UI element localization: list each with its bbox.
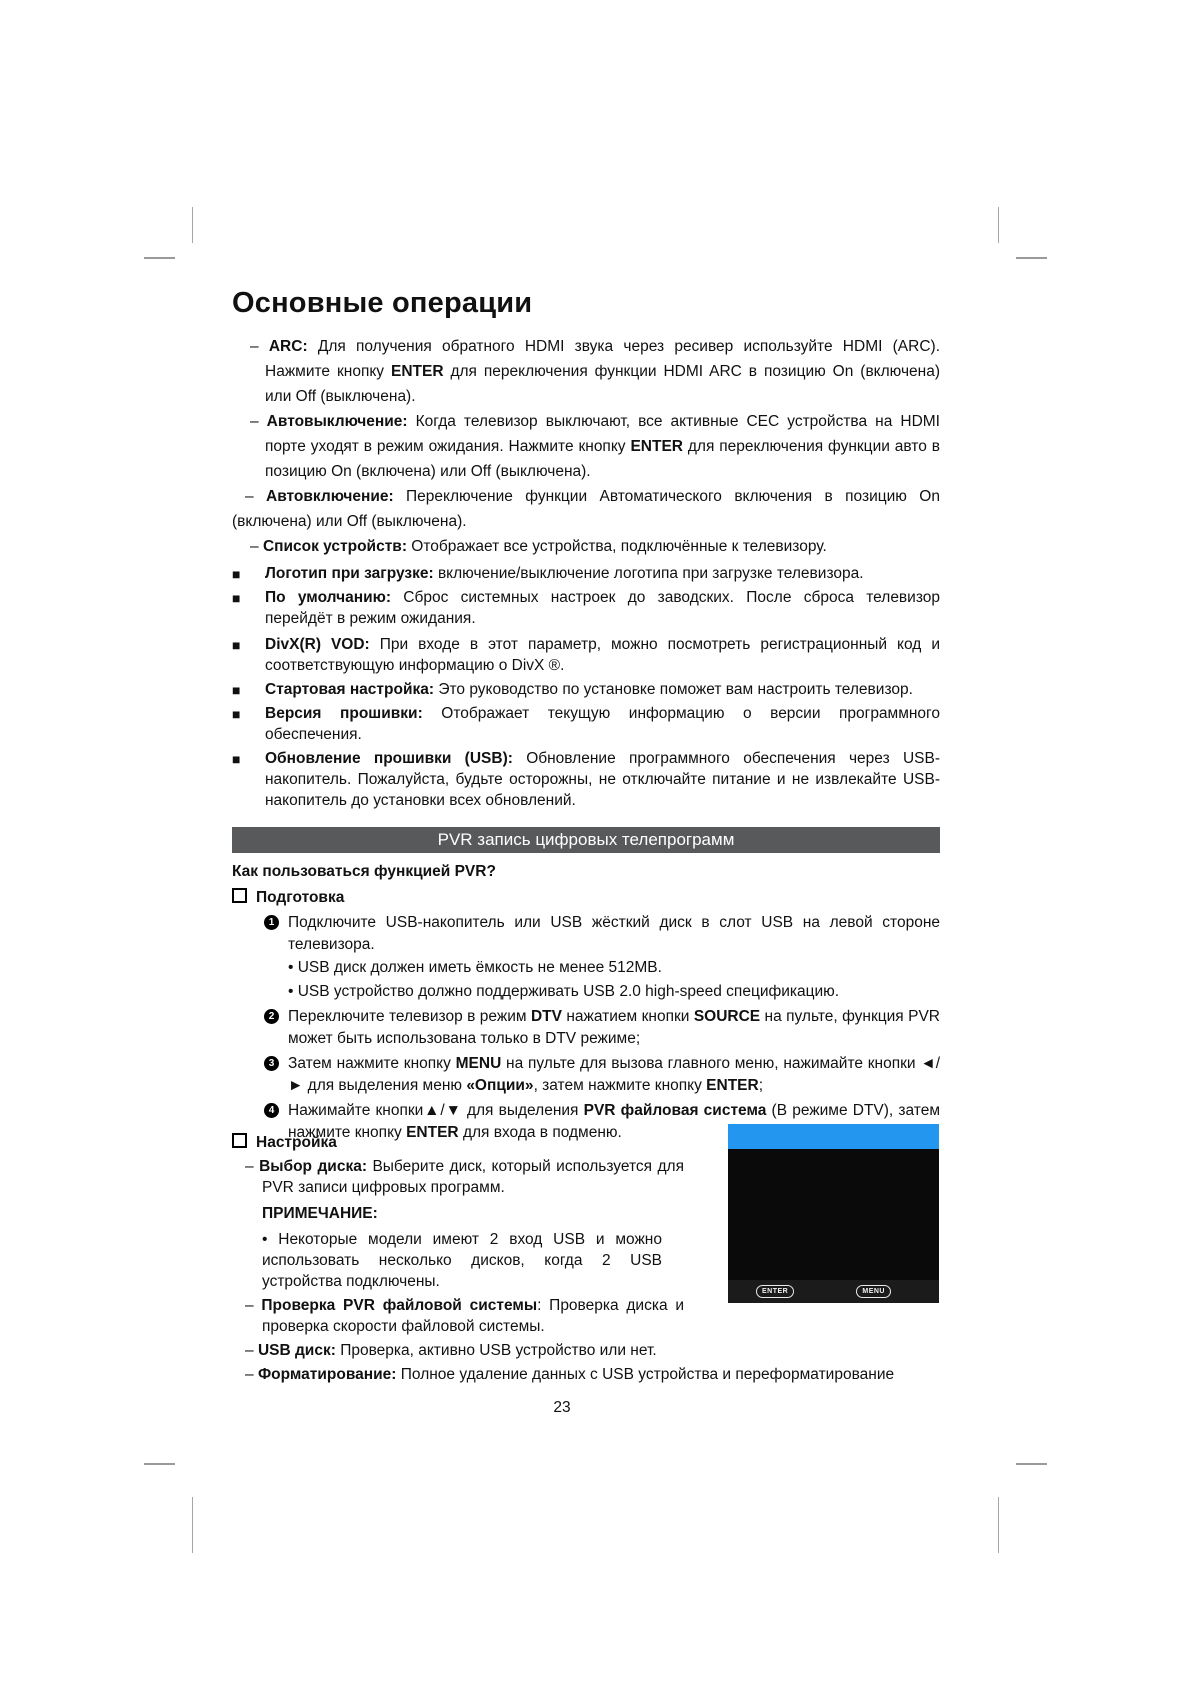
step-number-badge: 4 xyxy=(264,1103,279,1118)
checkbox-square-icon xyxy=(232,888,247,903)
setup-heading: Настройка xyxy=(232,1132,940,1153)
page-title: Основные операции xyxy=(232,287,533,319)
list-item-first-install: ■ Стартовая настройка: Это руководство по установке поможет вам настроить телевизор. xyxy=(232,679,940,700)
prep-heading: Подготовка xyxy=(232,887,940,909)
feature-list xyxy=(232,563,940,814)
step-item-3: 3 Затем нажмите кнопку MENU на пульте для вызова главного меню, нажимайте кнопки ◄/► для выделения меню «Опции», затем нажмите кнопку ENTER; xyxy=(232,1053,940,1096)
list-item-fw-version: ■ Версия прошивки: Отображает текущую информацию о версии программного обеспечения. xyxy=(232,705,940,743)
tv-menu-screenshot xyxy=(728,1124,939,1303)
page-number: 23 xyxy=(553,1399,571,1416)
crop-mark-bottom-right xyxy=(998,1497,999,1553)
list-item-fs-check: – Проверка PVR файловой системы: Проверка диска и проверка скорости файловой системы. xyxy=(245,1297,684,1335)
crop-mark-right-upper xyxy=(1016,257,1047,259)
note-bullet: • Некоторые модели имеют 2 вход USB и можно использовать несколько дисков, когда 2 USB устройства подключены. xyxy=(262,1231,662,1290)
list-item-disk-select: – Выбор диска: Выберите диск, который используется для PVR записи цифровых программ. xyxy=(245,1158,684,1196)
list-item-auto-off: – Автовыключение: Когда телевизор выключают, все активные CEC устройства на HDMI порте уходят в режим ожидания. Нажмите кнопку ENTER для переключения функции авто в позицию On (включена) или Off (выключена). xyxy=(250,413,940,480)
pvr-question: Как пользоваться функцией PVR? xyxy=(232,863,496,880)
step-number-badge: 2 xyxy=(264,1009,279,1024)
pvr-section xyxy=(232,861,940,1143)
crop-mark-top-left xyxy=(192,207,193,243)
list-item-boot-logo: ■ Логотип при загрузке: включение/выключение логотипа при загрузке телевизора. xyxy=(232,563,940,584)
step-number-badge: 3 xyxy=(264,1056,279,1071)
crop-mark-bottom-left xyxy=(192,1497,193,1553)
step-item-1: 1 Подключите USB-накопитель или USB жёсткий диск в слот USB на левой стороне телевизора. xyxy=(232,912,940,955)
list-item-default: ■ По умолчанию: Сброс системных настроек до заводских. После сброса телевизор перейдёт в режим ожидания. xyxy=(232,589,941,627)
menu-button: MENU xyxy=(856,1285,891,1298)
list-item-auto-on: – Автовключение: Переключение функции Автоматического включения в позицию On (включена) или Off (выключена). xyxy=(232,488,940,530)
sub-bullet: • USB диск должен иметь ёмкость не менее 512MB. xyxy=(288,959,662,976)
enter-button: ENTER xyxy=(756,1285,794,1298)
square-bullet-icon: ■ xyxy=(232,590,241,606)
menu-body xyxy=(728,1149,939,1280)
crop-mark-top-right xyxy=(998,207,999,243)
square-bullet-icon: ■ xyxy=(232,706,241,722)
list-item-divx: ■ DivX(R) VOD: При входе в этот параметр, можно посмотреть регистрационный код и соответствующую информацию о DivX ®. xyxy=(232,636,940,674)
section-banner: PVR запись цифровых телепрограмм xyxy=(232,827,940,853)
square-bullet-icon: ■ xyxy=(232,637,241,653)
menu-footer xyxy=(728,1280,939,1303)
menu-title-bar xyxy=(728,1124,939,1149)
crop-mark-right-lower xyxy=(1016,1463,1047,1465)
list-item-fw-update: ■ Обновление прошивки (USB): Обновление программного обеспечения через USB-накопитель. Пожалуйста, будьте осторожны, не отключайте питание и не извлекайте USB-накопитель до установки всех обновлений. xyxy=(232,750,941,809)
step-item-4: 4 Нажимайте кнопки▲/▼ для выделения PVR файловая система (В режиме DTV), затем нажмите кнопку ENTER для входа в подменю. xyxy=(232,1100,940,1143)
step-item-2: 2 Переключите телевизор в режим DTV нажатием кнопки SOURCE на пульте, функция PVR может быть использована только в DTV режиме; xyxy=(232,1006,940,1049)
crop-mark-left-lower xyxy=(144,1463,175,1465)
step-number-badge: 1 xyxy=(264,915,279,930)
intro-list xyxy=(232,334,940,559)
crop-mark-left-upper xyxy=(144,257,175,259)
list-item-device-list: – Список устройств: Отображает все устройства, подключённые к телевизору. xyxy=(250,538,827,555)
list-item-usb-disk: – USB диск: Проверка, активно USB устройство или нет. xyxy=(245,1342,657,1359)
list-item-arc: – ARC: Для получения обратного HDMI звука через ресивер используйте HDMI (ARC). Нажмите кнопку ENTER для переключения функции HDMI ARC в позицию On (включена) или Off (выключена). xyxy=(250,338,940,405)
sub-bullet: • USB устройство должно поддерживать USB 2.0 high-speed спецификацию. xyxy=(288,982,840,1000)
list-item-format: – Форматирование: Полное удаление данных с USB устройства и переформатирование xyxy=(245,1366,895,1383)
note-label: ПРИМЕЧАНИЕ: xyxy=(262,1205,378,1222)
square-bullet-icon: ■ xyxy=(232,566,241,582)
setup-narrow-column xyxy=(232,1156,684,1337)
square-bullet-icon: ■ xyxy=(232,682,241,698)
square-bullet-icon: ■ xyxy=(232,751,241,767)
checkbox-square-icon xyxy=(232,1133,247,1148)
